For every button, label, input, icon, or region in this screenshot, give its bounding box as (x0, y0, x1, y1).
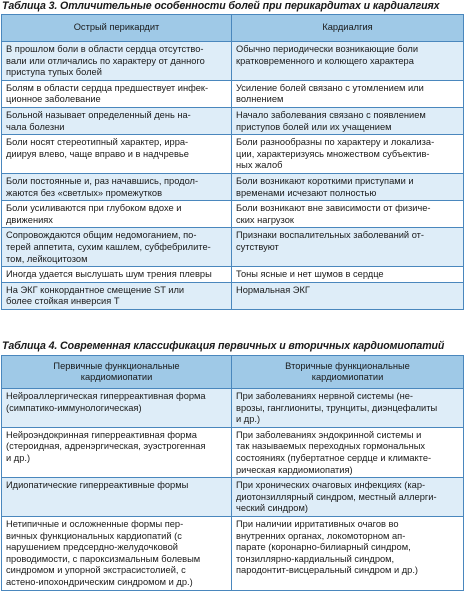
table4 (1, 355, 464, 591)
table-row (2, 173, 464, 200)
table-cell-col2: При хронических очаговых инфекциях (кар- диотонзиллярный синдром, местный аллерги- ческий синдром) (232, 478, 464, 517)
table-row (2, 80, 464, 107)
table-cell-col1: Идиопатические гиперреактивные формы (2, 478, 232, 517)
table3-caption: Таблица 3. Отличительные особенности болей при перикардитах и кардиалгиях (2, 0, 440, 12)
table3-header-row (2, 15, 464, 42)
table-row (2, 516, 464, 590)
table-cell-col2: Боли возникают короткими приступами и временами исчезают полностью (232, 173, 464, 200)
table-cell-col1: На ЭКГ конкордантное смещение ST или более стойкая инверсия T (2, 282, 232, 309)
table-cell-col1: Болям в области сердца предшествует инфек- ционное заболевание (2, 80, 232, 107)
table-cell-col1: Сопровождаются общим недомоганием, по- терей аппетита, сухим кашлем, субфебрилите- том, лейкоцитозом (2, 228, 232, 267)
table-cell-col1: Больной называет определенный день на- чала болезни (2, 107, 232, 134)
table3-header-col2: Кардиалгия (232, 15, 464, 42)
table-cell-col1: Боли носят стереотипный характер, ирра- диируя влево, чаще вправо и в надчревье (2, 135, 232, 174)
table-cell-col1: Нейроэндокринная гиперреактивная форма (стероидная, адренэргическая, эуэстрогенная и др.) (2, 427, 232, 477)
table-cell-col2: Начало заболевания связано с появлением приступов болей или их учащением (232, 107, 464, 134)
table-cell-col1: Нейроаллергическая гиперреактивная форма (симпатико-иммунологическая) (2, 389, 232, 428)
table-row (2, 201, 464, 228)
table-cell-col2: При наличии ирритативных очагов во внутренних органах, локомоторном ап- парате (коронарно-билиарный синдром, тонзиллярно-кардиальный синдром, пародонтит-висцеральный синдром и др.) (232, 516, 464, 590)
table-cell-col2: При заболеваниях эндокринной системы и так называемых переходных гормональных состояниях (пубертатное сердце и климакте- рическая кардиомиопатия) (232, 427, 464, 477)
table-cell-col2: Боли разнообразны по характеру и локализа- ции, характеризуясь множеством субъектив- ных жалоб (232, 135, 464, 174)
table-cell-col2: При заболеваниях нервной системы (не- врозы, ганглиониты, трунциты, диэнцефалиты и др.) (232, 389, 464, 428)
table4-header-col2: Вторичные функциональные кардиомиопатии (232, 356, 464, 389)
table3-header-col1: Острый перикардит (2, 15, 232, 42)
table-cell-col1: Иногда удается выслушать шум трения плевры (2, 267, 232, 283)
table-cell-col2: Признаки воспалительных заболеваний от- сутствуют (232, 228, 464, 267)
table-row (2, 228, 464, 267)
table4-caption: Таблица 4. Современная классификация первичных и вторичных кардиомиопатий (2, 340, 445, 352)
table-row (2, 107, 464, 134)
table-row (2, 42, 464, 81)
table4-body (2, 389, 464, 591)
table-row (2, 478, 464, 517)
table-cell-col1: Нетипичные и осложненные формы пер- вичных функциональных кардиопатий (с нарушением предсердно-желудочковой проводимости, с пароксизмальным болевым синдромом и упорной экстрасистолией, с астено-ипохондрическим синдромом и др.) (2, 516, 232, 590)
table-cell-col2: Усиление болей связано с утомлением или волнением (232, 80, 464, 107)
table-row (2, 389, 464, 428)
table4-header-row (2, 356, 464, 389)
table-row (2, 282, 464, 309)
table4-header-col1: Первичные функциональные кардиомиопатии (2, 356, 232, 389)
table-cell-col2: Нормальная ЭКГ (232, 282, 464, 309)
table-cell-col1: Боли усиливаются при глубоком вдохе и движениях (2, 201, 232, 228)
table-cell-col1: Боли постоянные и, раз начавшись, продол- жаются без «светлых» промежутков (2, 173, 232, 200)
table-cell-col2: Обычно периодически возникающие боли кратковременного и колющего характера (232, 42, 464, 81)
table-cell-col2: Тоны ясные и нет шумов в сердце (232, 267, 464, 283)
table3 (1, 14, 464, 310)
table-cell-col1: В прошлом боли в области сердца отсутство- вали или отличались по характеру от данного приступа тупых болей (2, 42, 232, 81)
table-cell-col2: Боли возникают вне зависимости от физиче- ских нагрузок (232, 201, 464, 228)
table-row (2, 427, 464, 477)
table-row (2, 267, 464, 283)
table-row (2, 135, 464, 174)
table3-body (2, 42, 464, 310)
